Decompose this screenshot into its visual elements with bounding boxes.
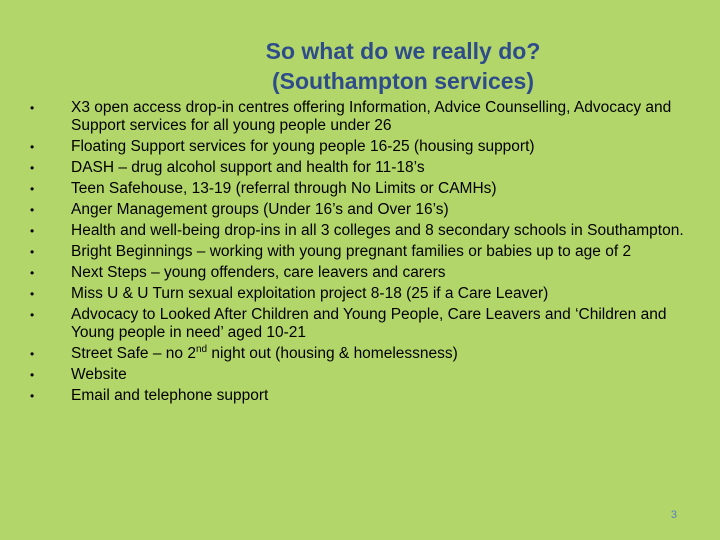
page-number: 3 — [670, 509, 677, 521]
bullet-text — [71, 345, 458, 362]
bullet-text: Bright Beginnings – working with young pregnant families or babies up to age of 2 — [71, 243, 632, 260]
bullet-item-health-wellbeing — [0, 222, 720, 240]
bullet-icon: • — [30, 101, 35, 115]
title-line-2: (Southampton services) — [272, 68, 534, 94]
slide-title — [0, 36, 720, 96]
bullet-item-website — [0, 366, 720, 384]
ordinal-suffix: nd — [195, 343, 208, 355]
bullet-text: X3 open access drop-in centres offering Information, Advice Counselling, Advocacy and Support services for all young people under 26 — [71, 99, 672, 134]
bullet-text: DASH – drug alcohol support and health for 11-18’s — [71, 159, 425, 176]
bullet-item-drop-in-centres — [0, 99, 720, 135]
bullet-icon: • — [30, 140, 35, 154]
bullet-icon: • — [30, 389, 35, 403]
bullet-text: Teen Safehouse, 13-19 (referral through No Limits or CAMHs) — [71, 180, 497, 197]
bullet-icon: • — [30, 308, 35, 322]
bullet-text: Advocacy to Looked After Children and Young People, Care Leavers and ‘Children and Young people in need’ aged 10-21 — [71, 306, 667, 341]
bullet-text-part: Street Safe – no 2 — [71, 345, 196, 362]
bullet-icon: • — [30, 182, 35, 196]
bullet-text: Miss U & U Turn sexual exploitation project 8-18 (25 if a Care Leaver) — [71, 285, 549, 302]
bullet-text: Website — [71, 366, 127, 383]
bullet-item-advocacy — [0, 306, 720, 342]
bullet-item-anger-management — [0, 201, 720, 219]
bullet-icon: • — [30, 245, 35, 259]
bullet-text: Floating Support services for young people 16-25 (housing support) — [71, 138, 535, 155]
bullet-icon: • — [30, 161, 35, 175]
bullet-icon: • — [30, 287, 35, 301]
bullet-icon: • — [30, 224, 35, 238]
bullet-text-part: night out (housing & homelessness) — [207, 345, 458, 362]
bullet-item-dash — [0, 159, 720, 177]
bullet-item-email-telephone — [0, 387, 720, 405]
bullet-icon: • — [30, 368, 35, 382]
bullet-item-bright-beginnings — [0, 243, 720, 261]
bullet-item-miss-u-u-turn — [0, 285, 720, 303]
bullet-text: Anger Management groups (Under 16’s and Over 16’s) — [71, 201, 449, 218]
bullet-icon: • — [30, 266, 35, 280]
bullet-text: Health and well-being drop-ins in all 3 colleges and 8 secondary schools in Southampton. — [71, 222, 684, 239]
bullet-item-teen-safehouse — [0, 180, 720, 198]
services-bullet-list — [0, 99, 720, 408]
title-line-1: So what do we really do? — [265, 38, 541, 64]
bullet-item-floating-support — [0, 138, 720, 156]
bullet-item-street-safe — [0, 345, 720, 363]
bullet-text: Email and telephone support — [71, 387, 269, 404]
bullet-icon: • — [30, 347, 35, 361]
bullet-icon: • — [30, 203, 35, 217]
bullet-text: Next Steps – young offenders, care leavers and carers — [71, 264, 446, 281]
bullet-item-next-steps — [0, 264, 720, 282]
